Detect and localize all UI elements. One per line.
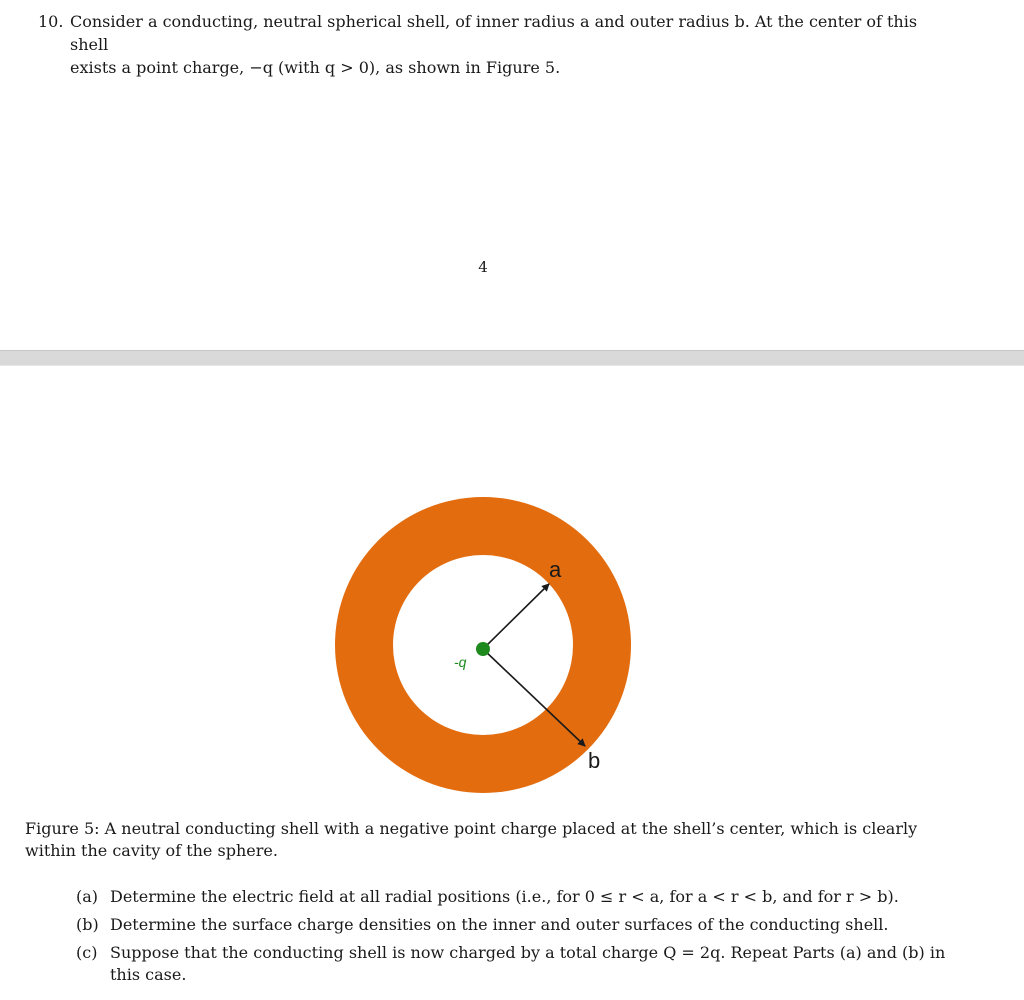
problem-line-1: Consider a conducting, neutral spherical shell, of inner radius a and outer radius b. At the center of this shell	[70, 12, 918, 54]
label-a: a	[549, 557, 562, 582]
page-5	[0, 366, 1024, 1000]
part-label: (b)	[76, 915, 99, 934]
part-a	[76, 886, 956, 908]
part-b	[76, 914, 956, 936]
part-text: Suppose that the conducting shell is now charged by a total charge Q = 2q. Repeat Parts (a) and (b) in this case.	[110, 943, 946, 984]
problem-line-2: exists a point charge, −q (with q > 0), as shown in Figure 5.	[70, 58, 561, 77]
page-separator	[0, 350, 1024, 366]
problem-statement	[70, 10, 958, 79]
spherical-shell-diagram	[330, 496, 636, 796]
point-charge	[476, 642, 490, 656]
label-charge: -q	[454, 654, 467, 670]
part-c	[76, 942, 956, 986]
problem-10	[38, 10, 958, 79]
problem-parts	[76, 886, 956, 992]
part-label: (c)	[76, 943, 98, 962]
part-text: Determine the electric field at all radial positions (i.e., for 0 ≤ r < a, for a < r < b, and for r > b).	[110, 887, 899, 906]
page-number: 4	[478, 258, 488, 276]
label-b: b	[588, 748, 601, 773]
part-label: (a)	[76, 887, 99, 906]
problem-number: 10.	[38, 12, 64, 31]
part-text: Determine the surface charge densities on the inner and outer surfaces of the conducting shell.	[110, 915, 889, 934]
figure-caption: Figure 5: A neutral conducting shell with a negative point charge placed at the shell’s center, which is clearly within the cavity of the sphere.	[25, 819, 918, 860]
figure-5	[330, 496, 636, 796]
page-4	[0, 0, 1024, 350]
